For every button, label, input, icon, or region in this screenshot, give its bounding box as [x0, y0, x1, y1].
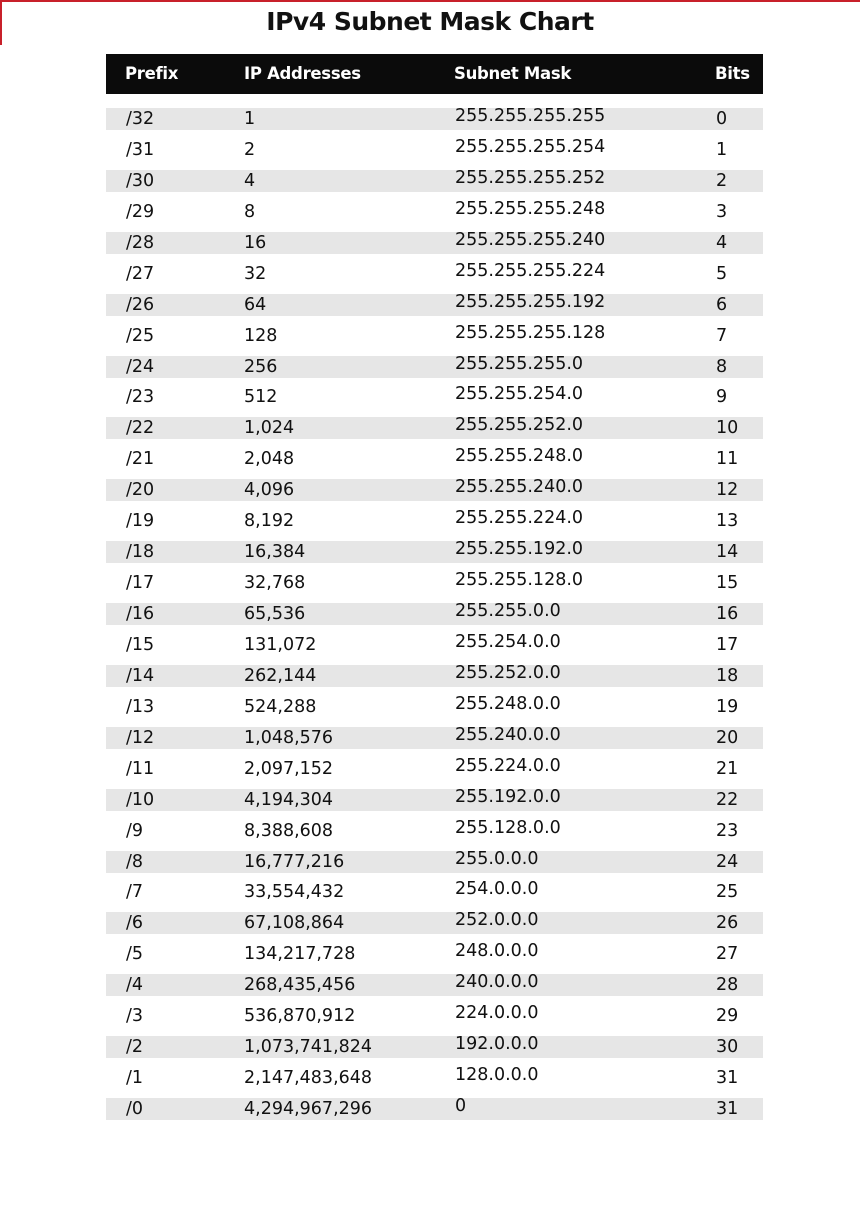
cell-ip-addresses: 524,288 — [244, 696, 317, 717]
cell-prefix: /22 — [126, 418, 155, 439]
row-stripe — [106, 786, 763, 811]
cell-ip-addresses: 4,294,967,296 — [244, 1099, 373, 1119]
row-stripe — [106, 848, 763, 873]
cell-prefix: /31 — [126, 139, 155, 160]
cell-prefix: /2 — [126, 1037, 144, 1058]
table-row — [106, 322, 763, 356]
row-stripe — [106, 510, 763, 532]
row-stripe — [106, 912, 763, 934]
row-stripe — [106, 693, 763, 718]
table-row — [106, 291, 763, 325]
table-row — [106, 1067, 763, 1098]
table-row — [106, 786, 763, 820]
cell-prefix: /1 — [126, 1068, 144, 1089]
cell-subnet-mask: 128.0.0.0 — [455, 1065, 539, 1086]
cell-bits: 5 — [716, 263, 728, 284]
row-stripe — [106, 755, 763, 780]
row-stripe — [106, 631, 763, 656]
cell-bits: 11 — [716, 449, 739, 470]
cell-bits: 26 — [716, 913, 739, 934]
cell-bits: 24 — [716, 851, 739, 872]
table-row — [106, 572, 763, 603]
cell-subnet-mask: 255.240.0.0 — [455, 724, 561, 745]
cell-ip-addresses: 131,072 — [244, 634, 317, 655]
cell-subnet-mask: 255.255.255.192 — [455, 291, 606, 312]
cell-subnet-mask: 240.0.0.0 — [455, 972, 539, 993]
table-row — [106, 693, 763, 727]
cell-subnet-mask: 255.255.192.0 — [455, 539, 584, 560]
cell-bits: 8 — [716, 356, 728, 377]
table-row — [106, 108, 763, 139]
cell-ip-addresses: 134,217,728 — [244, 944, 356, 965]
table-row — [106, 912, 763, 943]
cell-prefix: /28 — [126, 232, 155, 253]
cell-subnet-mask: 254.0.0.0 — [455, 879, 539, 900]
row-stripe — [106, 603, 763, 625]
header-subnet-mask: Subnet Mask — [454, 64, 572, 83]
table-header — [106, 54, 763, 94]
cell-bits: 9 — [716, 387, 728, 408]
row-stripe — [106, 881, 763, 903]
cell-ip-addresses: 8 — [244, 201, 256, 222]
table-row — [106, 974, 763, 1005]
cell-subnet-mask: 224.0.0.0 — [455, 1003, 539, 1024]
table-row — [106, 198, 763, 232]
row-stripe — [106, 108, 763, 130]
cell-subnet-mask: 248.0.0.0 — [455, 941, 539, 962]
table-row — [106, 755, 763, 789]
cell-ip-addresses: 2,048 — [244, 449, 295, 470]
cell-subnet-mask: 255.255.255.240 — [455, 229, 606, 250]
cell-ip-addresses: 1,073,741,824 — [244, 1037, 373, 1058]
cell-prefix: /20 — [126, 480, 155, 501]
table-row — [106, 479, 763, 510]
row-stripe — [106, 417, 763, 439]
row-stripe — [106, 291, 763, 316]
table-row — [106, 1036, 763, 1067]
row-stripe — [106, 167, 763, 192]
table-row — [106, 229, 763, 263]
cell-subnet-mask: 255.255.255.254 — [455, 136, 606, 157]
cell-prefix: /9 — [126, 820, 144, 841]
cell-ip-addresses: 1 — [244, 109, 256, 129]
cell-subnet-mask: 255.255.240.0 — [455, 477, 584, 498]
cell-bits: 14 — [716, 542, 739, 563]
cell-bits: 29 — [716, 1006, 739, 1027]
cell-subnet-mask: 252.0.0.0 — [455, 910, 539, 931]
table-row — [106, 353, 763, 387]
row-stripe — [106, 198, 763, 223]
cell-subnet-mask: 255.255.0.0 — [455, 601, 561, 621]
cell-bits: 25 — [716, 882, 739, 903]
cell-subnet-mask: 255.224.0.0 — [455, 755, 561, 776]
table-row — [106, 1005, 763, 1036]
cell-subnet-mask: 255.0.0.0 — [455, 848, 539, 869]
row-stripe — [106, 724, 763, 749]
cell-ip-addresses: 33,554,432 — [244, 882, 345, 903]
cell-bits: 21 — [716, 758, 739, 779]
cell-subnet-mask: 255.255.224.0 — [455, 508, 584, 529]
cell-bits: 13 — [716, 511, 739, 532]
row-stripe — [106, 572, 763, 594]
row-stripe — [106, 1067, 763, 1089]
row-stripe — [106, 448, 763, 470]
cell-ip-addresses: 4,194,304 — [244, 789, 334, 810]
header-prefix: Prefix — [125, 64, 179, 83]
row-stripe — [106, 541, 763, 563]
cell-bits: 10 — [716, 418, 739, 439]
table-row — [106, 386, 763, 417]
cell-ip-addresses: 8,192 — [244, 511, 295, 532]
row-stripe — [106, 974, 763, 996]
table-row — [106, 724, 763, 758]
cell-prefix: /24 — [126, 356, 155, 377]
cell-bits: 15 — [716, 573, 739, 594]
cell-bits: 6 — [716, 294, 728, 315]
cell-prefix: /26 — [126, 294, 155, 315]
table-row — [106, 817, 763, 851]
cell-bits: 17 — [716, 634, 739, 655]
row-stripe — [106, 1036, 763, 1058]
cell-prefix: /18 — [126, 542, 155, 563]
cell-bits: 22 — [716, 789, 739, 810]
table-row — [106, 881, 763, 912]
row-stripe — [106, 943, 763, 965]
cell-subnet-mask: 192.0.0.0 — [455, 1034, 539, 1055]
table-row — [106, 662, 763, 696]
cell-subnet-mask: 255.255.255.128 — [455, 322, 606, 343]
cell-bits: 4 — [716, 232, 728, 253]
cell-prefix: /30 — [126, 170, 155, 191]
cell-ip-addresses: 8,388,608 — [244, 820, 334, 841]
cell-prefix: /0 — [126, 1099, 144, 1119]
cell-ip-addresses: 512 — [244, 387, 278, 408]
cell-bits: 19 — [716, 696, 739, 717]
cell-prefix: /4 — [126, 975, 144, 996]
cell-bits: 16 — [716, 604, 739, 624]
cell-ip-addresses: 67,108,864 — [244, 913, 345, 934]
table-row — [106, 631, 763, 665]
cell-prefix: /8 — [126, 851, 144, 872]
cell-bits: 12 — [716, 480, 739, 501]
cell-prefix: /10 — [126, 789, 155, 810]
cell-bits: 27 — [716, 944, 739, 965]
cell-prefix: /13 — [126, 696, 155, 717]
cell-prefix: /7 — [126, 882, 144, 903]
cell-subnet-mask: 255.255.252.0 — [455, 415, 584, 436]
cell-ip-addresses: 16 — [244, 232, 267, 253]
table-row — [106, 448, 763, 479]
row-stripe — [106, 386, 763, 408]
cell-subnet-mask: 255.254.0.0 — [455, 631, 561, 652]
table-row — [106, 260, 763, 294]
cell-subnet-mask: 255.255.255.224 — [455, 260, 606, 281]
cell-bits: 7 — [716, 325, 728, 346]
cell-bits: 2 — [716, 170, 728, 191]
cell-subnet-mask: 255.255.255.252 — [455, 167, 606, 188]
cell-prefix: /6 — [126, 913, 144, 934]
cell-subnet-mask: 255.248.0.0 — [455, 693, 561, 714]
cell-ip-addresses: 536,870,912 — [244, 1006, 356, 1027]
cell-bits: 31 — [716, 1068, 739, 1089]
cell-bits: 3 — [716, 201, 728, 222]
row-stripe — [106, 1005, 763, 1027]
table-row — [106, 848, 763, 882]
header-bits: Bits — [715, 64, 750, 83]
cell-prefix: /19 — [126, 511, 155, 532]
cell-ip-addresses: 16,384 — [244, 542, 306, 563]
cell-ip-addresses: 262,144 — [244, 665, 317, 686]
cell-prefix: /17 — [126, 573, 155, 594]
cell-prefix: /27 — [126, 263, 155, 284]
cell-prefix: /15 — [126, 634, 155, 655]
table-body — [106, 108, 763, 1129]
cell-ip-addresses: 65,536 — [244, 604, 306, 624]
page-title: IPv4 Subnet Mask Chart — [266, 7, 594, 36]
table-row — [106, 943, 763, 974]
cell-prefix: /25 — [126, 325, 155, 346]
cell-ip-addresses: 128 — [244, 325, 278, 346]
cell-subnet-mask: 255.255.255.255 — [455, 106, 606, 126]
cell-bits: 18 — [716, 665, 739, 686]
table-row — [106, 603, 763, 634]
cell-ip-addresses: 64 — [244, 294, 267, 315]
cell-bits: 1 — [716, 139, 728, 160]
table-row — [106, 417, 763, 448]
row-stripe — [106, 136, 763, 161]
row-stripe — [106, 229, 763, 254]
table-row — [106, 1098, 763, 1129]
cell-ip-addresses: 2 — [244, 139, 256, 160]
table-row — [106, 541, 763, 572]
cell-ip-addresses: 4,096 — [244, 480, 295, 501]
table-row — [106, 136, 763, 170]
cell-prefix: /11 — [126, 758, 155, 779]
cell-subnet-mask: 255.255.248.0 — [455, 446, 584, 467]
cell-prefix: /16 — [126, 604, 155, 624]
cell-bits: 31 — [716, 1099, 739, 1119]
cell-ip-addresses: 32,768 — [244, 573, 306, 594]
cell-prefix: /14 — [126, 665, 155, 686]
row-stripe — [106, 479, 763, 501]
cell-subnet-mask: 255.255.128.0 — [455, 570, 584, 591]
accent-border-top — [0, 0, 860, 2]
cell-subnet-mask: 255.128.0.0 — [455, 817, 561, 838]
cell-prefix: /12 — [126, 727, 155, 748]
cell-ip-addresses: 1,024 — [244, 418, 295, 439]
cell-ip-addresses: 1,048,576 — [244, 727, 334, 748]
table-row — [106, 510, 763, 541]
cell-ip-addresses: 32 — [244, 263, 267, 284]
row-stripe — [106, 322, 763, 347]
cell-bits: 0 — [716, 109, 728, 129]
row-stripe — [106, 1098, 763, 1120]
cell-subnet-mask: 255.252.0.0 — [455, 662, 561, 683]
cell-ip-addresses: 16,777,216 — [244, 851, 345, 872]
row-stripe — [106, 353, 763, 378]
cell-subnet-mask: 255.255.255.0 — [455, 353, 584, 374]
cell-prefix: /3 — [126, 1006, 144, 1027]
cell-subnet-mask: 255.255.254.0 — [455, 384, 584, 405]
cell-subnet-mask: 255.255.255.248 — [455, 198, 606, 219]
cell-ip-addresses: 256 — [244, 356, 278, 377]
cell-prefix: /21 — [126, 449, 155, 470]
cell-subnet-mask: 255.192.0.0 — [455, 786, 561, 807]
cell-bits: 20 — [716, 727, 739, 748]
table-row — [106, 167, 763, 201]
cell-bits: 28 — [716, 975, 739, 996]
row-stripe — [106, 260, 763, 285]
cell-prefix: /32 — [126, 109, 155, 129]
row-stripe — [106, 817, 763, 842]
cell-bits: 23 — [716, 820, 739, 841]
cell-bits: 30 — [716, 1037, 739, 1058]
cell-prefix: /23 — [126, 387, 155, 408]
cell-ip-addresses: 2,147,483,648 — [244, 1068, 373, 1089]
cell-ip-addresses: 2,097,152 — [244, 758, 334, 779]
cell-prefix: /29 — [126, 201, 155, 222]
cell-subnet-mask: 0 — [455, 1096, 467, 1116]
row-stripe — [106, 662, 763, 687]
header-ip-addresses: IP Addresses — [244, 64, 361, 83]
cell-ip-addresses: 4 — [244, 170, 256, 191]
cell-ip-addresses: 268,435,456 — [244, 975, 356, 996]
cell-prefix: /5 — [126, 944, 144, 965]
